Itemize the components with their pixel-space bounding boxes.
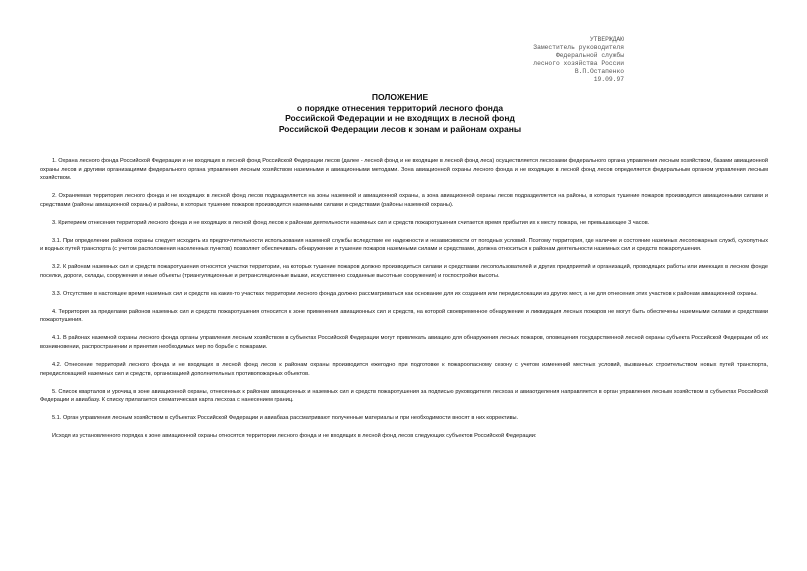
title-line: Российской Федерации и не входящих в лесной фонд	[285, 113, 515, 124]
approval-signatory: В.П.Остапенко	[574, 68, 624, 76]
approval-line: УТВЕРЖДАЮ	[589, 36, 624, 43]
document-title	[140, 92, 660, 134]
paragraph-3: 3. Критерием отнесения территорий лесного фонда и не входящих в лесной фонд лесов к районам деятельности наземных сил и средств пожаротушения считается время прибытия их к месту пожара, не превышающее 3 часов.	[52, 219, 650, 226]
approval-date: 19.09.97	[593, 76, 624, 84]
paragraph-3-1: 3.1. При определении районов охраны следует исходить из предпочтительности использования наземной службы вследствие ее надежности и независимости от погодных условий. Поэтому территория, где наличие и состояние наземных лесопожарных служб, сухопутных и водных путей транспорта (с учетом расположения населенных пунктов) позволяет обеспечивать обнаружение и тушение пожаров наземными силами и средствами, должна относиться к районам деятельности наземных сил и средств пожаротушения.	[40, 237, 768, 253]
title-line: о порядке отнесения территорий лесного фонда	[296, 102, 504, 113]
approval-line: Федеральной службы	[555, 52, 624, 60]
document-body	[40, 157, 768, 450]
approval-line: Заместитель руководителя	[533, 44, 624, 52]
paragraph-3-2: 3.2. К районам наземных сил и средств пожаротушения относятся участки территории, на которых тушение пожаров должно производиться силами и средствами лесопользователей и других предприятий и организаций, проводящих работы или имеющих в лесном фонде поселки, дороги, склады, сооружения и иные объекты (триангуляционные и ретрансляционные вышки, искусственно созданные высотные сооружения) и госпостройки высоты.	[40, 264, 768, 279]
paragraph-5-1: 5.1. Орган управления лесным хозяйством в субъектах Российской Федерации и авиабаза рассматривают полученные материалы и при необходимости вносят в них коррективы.	[52, 415, 519, 422]
paragraph-3-3: 3.3. Отсутствие в настоящее время наземных сил и средств на каких-то участках территории лесного фонда должно рассматриваться как основание для их создания или передислокации из других мест, а не для отнесения этих участков к районам авиационной охраны.	[52, 290, 758, 297]
paragraph-1: 1. Охрана лесного фонда Российской Федерации и не входящих в лесной фонд Российской Федерации лесов (далее - лесной фонд и не входящие в лесной фонд леса) осуществляется лесхозами федерального органа управления лесным хозяйством, базами авиационной охраны лесов и другими организациями федерального органа управления лесным хозяйством наземными и авиационными методами. Зона авиационной охраны лесного фонда и не входящих в лесной фонд лесов определяется федеральным органом управления лесным хозяйством.	[40, 158, 768, 182]
paragraph-closing: Исходя из установленного порядка к зоне авиационной охраны относятся территории лесного фонда и не входящих в лесной фонд лесов следующих субъектов Российской Федерации:	[52, 433, 537, 440]
paragraph-4-2: 4.2. Отнесение территорий лесного фонда и не входящих в лесной фонд лесов к районам охраны производится ежегодно при подготовке к пожароопасному сезону с учетом изменений местных условий, вызванных строительством новых путей транспорта, передислокацией наземных сил и средств, организацией дополнительных противопожарных объектов.	[40, 362, 768, 377]
title-heading: ПОЛОЖЕНИЕ	[371, 92, 429, 102]
paragraph-2: 2. Охраняемая территория лесного фонда и не входящих в лесной фонд лесов подразделяется на зоны наземной и авиационной охраны, а зона авиационной охраны лесов подразделяется на районы, в которых тушение пожаров производится авиационными силами и средствами (районы авиационной охраны) и районы, в которых тушение пожаров производится наземными силами и средствами (районы наземной охраны).	[40, 193, 768, 208]
paragraph-4: 4. Территория за пределами районов наземных сил и средств пожаротушения относится к зоне применения авиационных сил и средств, на которой своевременное обнаружение и ликвидация лесных пожаров не могут быть обеспечены наземными силами и средствами пожаротушения.	[40, 308, 768, 324]
paragraph-5: 5. Список кварталов и урочищ в зоне авиационной охраны, отнесенных к районам авиационных и наземных сил и средств пожаротушения за подписью руководителя лесхоза и авиаотделения направляется в орган управления лесным хозяйством в субъектах Российской Федерации и авиабазу. К списку прилагается схематическая карта лесхоза с нанесением границ.	[40, 388, 768, 404]
approval-line: лесного хозяйства России	[533, 60, 624, 68]
approval-stamp	[424, 36, 624, 85]
paragraph-4-1: 4.1. В районах наземной охраны лесного фонда органы управления лесным хозяйством в субъектах Российской Федерации могут привлекать авиацию для обнаружения лесных пожаров, оповещения государственной лесной охраны субъекта Российской Федерации об их возникновении, распространении и принятия необходимых мер по борьбе с пожарами.	[40, 335, 768, 351]
title-line: Российской Федерации лесов к зонам и районам охраны	[278, 123, 522, 134]
